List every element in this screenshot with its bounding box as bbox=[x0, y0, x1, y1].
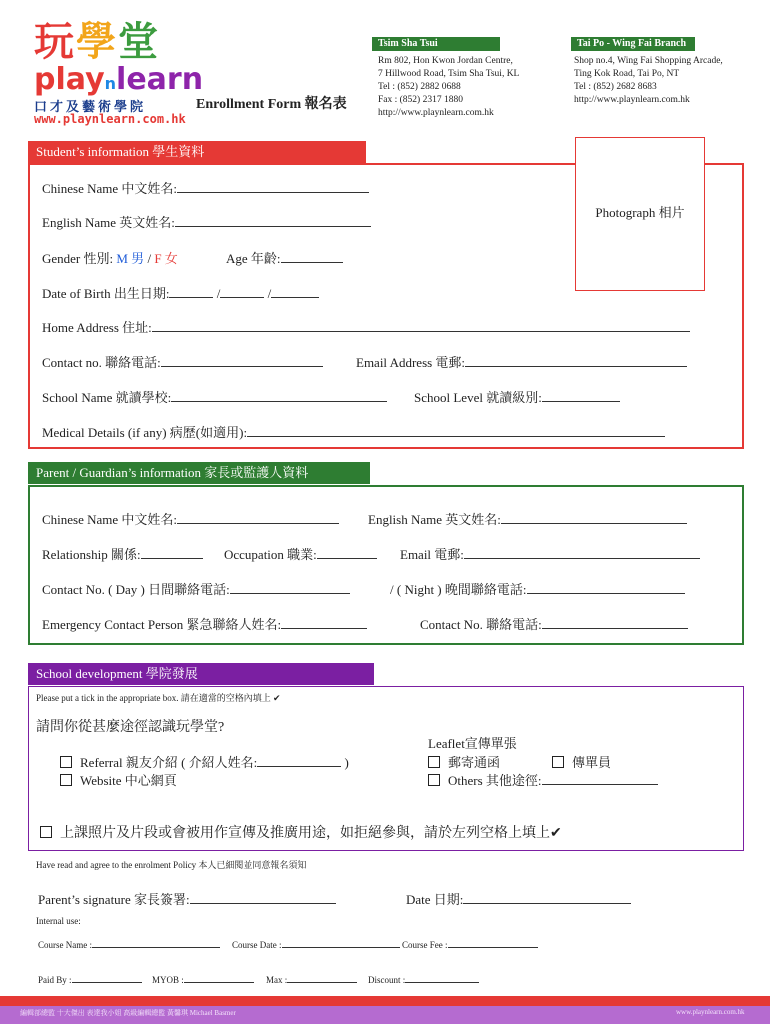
address-line: http://www.playnlearn.com.hk bbox=[378, 108, 494, 118]
parent-chinese-name-field[interactable] bbox=[42, 509, 339, 528]
field-label: / ( Night ) 晚間聯絡電話: bbox=[390, 582, 527, 597]
photo-label: Photograph 相片 bbox=[595, 205, 685, 220]
field-label: School Level 就讀級別: bbox=[414, 390, 542, 405]
website-checkbox[interactable] bbox=[60, 774, 72, 786]
source-question: 請問你從甚麼途徑認識玩學堂? bbox=[36, 720, 225, 735]
myob-field[interactable] bbox=[152, 975, 254, 985]
field-label: Emergency Contact Person 緊急聯絡人姓名: bbox=[42, 617, 282, 632]
field-label: School Name 就讀學校: bbox=[42, 390, 172, 405]
mail-option[interactable] bbox=[428, 752, 500, 771]
school-name-field[interactable] bbox=[42, 387, 387, 406]
field-label: Contact no. 聯絡電話: bbox=[42, 355, 161, 370]
footer-bar-red bbox=[0, 996, 770, 1006]
flyer-checkbox[interactable] bbox=[552, 756, 564, 768]
option-label: 傳單員 bbox=[572, 755, 612, 770]
school-dev-section-header: School development 學院發展 bbox=[28, 663, 374, 685]
field-label: English Name 英文姓名: bbox=[368, 512, 501, 527]
field-label: Max : bbox=[266, 975, 288, 985]
field-label: Medical Details (if any) 病歷(如適用): bbox=[42, 425, 248, 440]
field-label: Date of Birth 出生日期: bbox=[42, 286, 170, 301]
logo-url: www.playnlearn.com.hk bbox=[34, 112, 186, 126]
branch-tst-address bbox=[378, 55, 568, 120]
option-label: Referral 親友介紹 ( 介紹人姓名: bbox=[80, 755, 258, 770]
referral-checkbox[interactable] bbox=[60, 756, 72, 768]
field-label: Home Address 住址: bbox=[42, 320, 152, 335]
address-line: Tel : (852) 2682 8683 bbox=[574, 82, 657, 92]
address-line: Rm 802, Hon Kwon Jordan Centre, bbox=[378, 56, 513, 66]
field-label: Course Date : bbox=[232, 940, 282, 950]
logo-subtitle: 口才及藝術學院 bbox=[34, 100, 147, 115]
footer-url[interactable]: www.playnlearn.com.hk bbox=[676, 1008, 745, 1016]
email-field[interactable] bbox=[356, 352, 687, 371]
address-line: Tel : (852) 2882 0688 bbox=[378, 82, 461, 92]
day-contact-field[interactable] bbox=[42, 579, 350, 598]
field-label: Contact No. 聯絡電話: bbox=[420, 617, 542, 632]
field-label: MYOB : bbox=[152, 975, 184, 985]
field-label: Occupation 職業: bbox=[224, 547, 317, 562]
flyer-option[interactable] bbox=[552, 752, 611, 771]
referral-option[interactable] bbox=[60, 752, 349, 771]
student-english-name-field[interactable] bbox=[42, 212, 371, 231]
gender-female-option[interactable]: F 女 bbox=[154, 251, 178, 266]
branch-name: Tsim Sha Tsui bbox=[372, 37, 500, 51]
branch-tst bbox=[372, 37, 500, 51]
date-separator: / bbox=[267, 286, 272, 301]
course-name-field[interactable] bbox=[38, 940, 220, 950]
option-label: Website 中心網頁 bbox=[80, 773, 177, 788]
night-contact-field[interactable] bbox=[390, 579, 685, 598]
course-date-field[interactable] bbox=[232, 940, 400, 950]
field-label: Course Fee : bbox=[402, 940, 448, 950]
field-label: Chinese Name 中文姓名: bbox=[42, 512, 178, 527]
gender-separator: / bbox=[147, 251, 152, 266]
field-label: Parent’s signature 家長簽署: bbox=[38, 892, 190, 907]
option-label: 上課照片及片段或會被用作宣傳及推廣用途，如拒絕參與，請於左列空格上填上✔ bbox=[60, 826, 562, 841]
field-label: Chinese Name 中文姓名: bbox=[42, 181, 178, 196]
student-chinese-name-field[interactable] bbox=[42, 178, 369, 197]
parent-signature-field[interactable] bbox=[38, 889, 336, 908]
logo-chinese: 玩學堂 bbox=[34, 19, 160, 65]
field-label: English Name 英文姓名: bbox=[42, 215, 175, 230]
date-separator: / bbox=[216, 286, 221, 301]
field-label: Email 電郵: bbox=[400, 547, 464, 562]
gender-field[interactable] bbox=[42, 248, 178, 267]
photo-box[interactable] bbox=[575, 137, 705, 291]
field-label: Course Name : bbox=[38, 940, 92, 950]
field-label: Gender 性別: bbox=[42, 251, 114, 266]
branch-taipo-address bbox=[574, 55, 764, 107]
option-label: Others 其他途徑: bbox=[448, 773, 542, 788]
others-checkbox[interactable] bbox=[428, 774, 440, 786]
logo-english: playnlearn bbox=[34, 62, 204, 97]
field-label: Age 年齡: bbox=[226, 251, 281, 266]
home-address-field[interactable] bbox=[42, 317, 690, 336]
field-label: Relationship 關係: bbox=[42, 547, 141, 562]
policy-agreement: Have read and agree to the enrolment Policy 本人已細閱並同意報名須知 bbox=[36, 860, 307, 870]
gender-male-option[interactable]: M 男 bbox=[116, 251, 145, 266]
signature-date-field[interactable] bbox=[406, 889, 631, 908]
parent-section-header: Parent / Guardian’s information 家長或監護人資料 bbox=[28, 462, 370, 484]
contact-no-field[interactable] bbox=[42, 352, 323, 371]
emergency-contact-person-field[interactable] bbox=[42, 614, 367, 633]
footer-text-left: 編輯部總監 十大傑出 表達我小姐 高級編輯總監 黃馨琪 Michael Basmer bbox=[20, 1009, 236, 1017]
address-line: 7 Hillwood Road, Tsim Sha Tsui, KL bbox=[378, 69, 520, 79]
field-label: Email Address 電郵: bbox=[356, 355, 466, 370]
option-label: 郵寄通函 bbox=[448, 755, 501, 770]
internal-use-title: Internal use: bbox=[36, 916, 81, 926]
occupation-field[interactable] bbox=[224, 544, 377, 563]
branch-name: Tai Po - Wing Fai Branch bbox=[571, 37, 695, 51]
field-label: Paid By : bbox=[38, 975, 72, 985]
website-option[interactable] bbox=[60, 770, 177, 789]
address-line: Fax : (852) 2317 1880 bbox=[378, 95, 463, 105]
mail-checkbox[interactable] bbox=[428, 756, 440, 768]
relationship-field[interactable] bbox=[42, 544, 203, 563]
max-field[interactable] bbox=[266, 975, 357, 985]
branch-taipo bbox=[571, 37, 695, 51]
tick-instruction: Please put a tick in the appropriate box. 請在適當的空格內填上 ✔ bbox=[36, 693, 281, 703]
option-label: ) bbox=[344, 755, 349, 770]
school-level-field[interactable] bbox=[414, 387, 620, 406]
student-section-header: Student’s information 學生資料 bbox=[28, 141, 366, 163]
age-field[interactable] bbox=[226, 248, 343, 267]
discount-field[interactable] bbox=[368, 975, 479, 985]
address-line: http://www.playnlearn.com.hk bbox=[574, 95, 690, 105]
field-label: Discount : bbox=[368, 975, 406, 985]
photo-consent-checkbox[interactable] bbox=[40, 826, 52, 838]
address-line: Shop no.4, Wing Fai Shopping Arcade, bbox=[574, 56, 723, 66]
address-line: Ting Kok Road, Tai Po, NT bbox=[574, 69, 680, 79]
parent-email-field[interactable] bbox=[400, 544, 700, 563]
parent-english-name-field[interactable] bbox=[368, 509, 687, 528]
field-label: Contact No. ( Day ) 日間聯絡電話: bbox=[42, 582, 230, 597]
medical-details-field[interactable] bbox=[42, 422, 665, 441]
field-label: Date 日期: bbox=[406, 892, 464, 907]
form-title: Enrollment Form 報名表 bbox=[196, 97, 347, 112]
others-option[interactable] bbox=[428, 770, 658, 789]
emergency-contact-no-field[interactable] bbox=[420, 614, 688, 633]
leaflet-label: Leaflet宣傳單張 bbox=[428, 736, 517, 751]
dob-field[interactable] bbox=[42, 283, 319, 302]
photo-consent-option[interactable] bbox=[40, 822, 562, 842]
paid-by-field[interactable] bbox=[38, 975, 142, 985]
course-fee-field[interactable] bbox=[402, 940, 538, 950]
